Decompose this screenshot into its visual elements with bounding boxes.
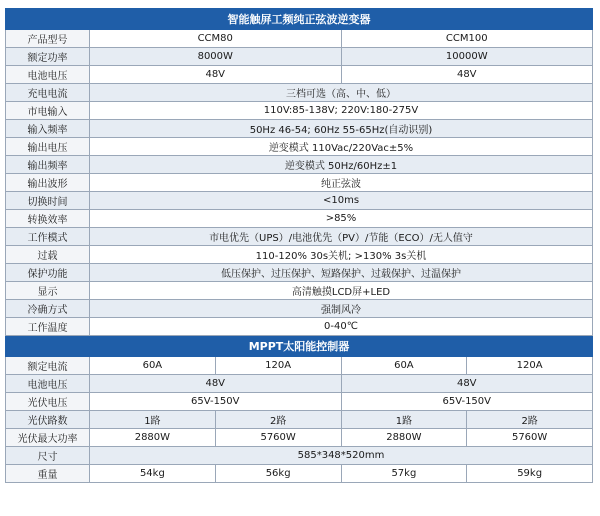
cell-value: 2路: [467, 411, 593, 429]
row-label: 输出频率: [6, 156, 90, 174]
cell-value: 110V:85-138V; 220V:180-275V: [90, 102, 593, 120]
cell-value: 三档可选（高、中、低）: [90, 84, 593, 102]
inverter-header-row: [6, 9, 593, 30]
cell-value: 60A: [90, 357, 216, 375]
spec-row-mains-input: [6, 102, 593, 120]
cell-value: 0-40℃: [90, 318, 593, 336]
row-label: 输出电压: [6, 138, 90, 156]
cell-value: 逆变模式 50Hz/60Hz±1: [90, 156, 593, 174]
mppt-header-row: [6, 336, 593, 357]
row-label: 光伏路数: [6, 411, 90, 429]
cell-value: 56kg: [215, 465, 341, 483]
cell-value: 48V: [90, 66, 342, 84]
cell-value: 纯正弦波: [90, 174, 593, 192]
spec-row-battery-voltage: [6, 66, 593, 84]
cell-value: CCM100: [341, 30, 593, 48]
spec-row-work-temperature: [6, 318, 593, 336]
mppt-row-size: [6, 447, 593, 465]
cell-value: 65V-150V: [90, 393, 342, 411]
mppt-row-rated-current: [6, 357, 593, 375]
cell-value: 8000W: [90, 48, 342, 66]
cell-value: 10000W: [341, 48, 593, 66]
cell-value: <10ms: [90, 192, 593, 210]
row-label: 额定功率: [6, 48, 90, 66]
cell-value: 48V: [341, 375, 593, 393]
row-label: 显示: [6, 282, 90, 300]
cell-value: 120A: [215, 357, 341, 375]
row-label: 切换时间: [6, 192, 90, 210]
row-label: 保护功能: [6, 264, 90, 282]
cell-value: 2路: [215, 411, 341, 429]
spec-row-display: [6, 282, 593, 300]
row-label: 产品型号: [6, 30, 90, 48]
cell-value: 5760W: [467, 429, 593, 447]
spec-row-switch-time: [6, 192, 593, 210]
cell-value: 110-120% 30s关机; >130% 3s关机: [90, 246, 593, 264]
row-label: 额定电流: [6, 357, 90, 375]
cell-value: CCM80: [90, 30, 342, 48]
mppt-row-battery-voltage: [6, 375, 593, 393]
cell-value: 65V-150V: [341, 393, 593, 411]
cell-value: >85%: [90, 210, 593, 228]
spec-row-charge-current: [6, 84, 593, 102]
spec-row-rated-power: [6, 48, 593, 66]
row-label: 工作模式: [6, 228, 90, 246]
spec-row-output-waveform: [6, 174, 593, 192]
mppt-title: MPPT太阳能控制器: [6, 336, 593, 357]
mppt-row-weight: [6, 465, 593, 483]
cell-value: 2880W: [90, 429, 216, 447]
cell-value: 48V: [341, 66, 593, 84]
cell-value: 2880W: [341, 429, 467, 447]
cell-value: 1路: [90, 411, 216, 429]
cell-value: 59kg: [467, 465, 593, 483]
cell-value: 54kg: [90, 465, 216, 483]
row-label: 输出波形: [6, 174, 90, 192]
row-label: 光伏电压: [6, 393, 90, 411]
spec-row-input-frequency: [6, 120, 593, 138]
cell-value: 1路: [341, 411, 467, 429]
cell-value: 逆变模式 110Vac/220Vac±5%: [90, 138, 593, 156]
cell-value: 50Hz 46-54; 60Hz 55-65Hz(自动识别): [90, 120, 593, 138]
row-label: 过载: [6, 246, 90, 264]
spec-row-output-voltage: [6, 138, 593, 156]
spec-row-cooling: [6, 300, 593, 318]
cell-value: 585*348*520mm: [90, 447, 593, 465]
spec-row-work-mode: [6, 228, 593, 246]
row-label: 转换效率: [6, 210, 90, 228]
row-label: 电池电压: [6, 66, 90, 84]
row-label: 工作温度: [6, 318, 90, 336]
row-label: 市电输入: [6, 102, 90, 120]
row-label: 冷确方式: [6, 300, 90, 318]
spec-row-output-frequency: [6, 156, 593, 174]
cell-value: 48V: [90, 375, 342, 393]
row-label: 重量: [6, 465, 90, 483]
mppt-row-pv-voltage: [6, 393, 593, 411]
mppt-row-pv-max-power: [6, 429, 593, 447]
cell-value: 低压保护、过压保护、短路保护、过载保护、过温保护: [90, 264, 593, 282]
cell-value: 5760W: [215, 429, 341, 447]
cell-value: 强制风冷: [90, 300, 593, 318]
inverter-title: 智能触屏工频纯正弦波逆变器: [6, 9, 593, 30]
row-label: 尺寸: [6, 447, 90, 465]
spec-row-efficiency: [6, 210, 593, 228]
row-label: 充电电流: [6, 84, 90, 102]
cell-value: 60A: [341, 357, 467, 375]
cell-value: 高清触摸LCD屏+LED: [90, 282, 593, 300]
spec-row-protection: [6, 264, 593, 282]
row-label: 光伏最大功率: [6, 429, 90, 447]
row-label: 输入频率: [6, 120, 90, 138]
row-label: 电池电压: [6, 375, 90, 393]
cell-value: 120A: [467, 357, 593, 375]
spec-row-overload: [6, 246, 593, 264]
cell-value: 市电优先（UPS）/电池优先（PV）/节能（ECO）/无人值守: [90, 228, 593, 246]
cell-value: 57kg: [341, 465, 467, 483]
spec-row-model: [6, 30, 593, 48]
mppt-row-pv-channels: [6, 411, 593, 429]
spec-table: [5, 8, 593, 483]
